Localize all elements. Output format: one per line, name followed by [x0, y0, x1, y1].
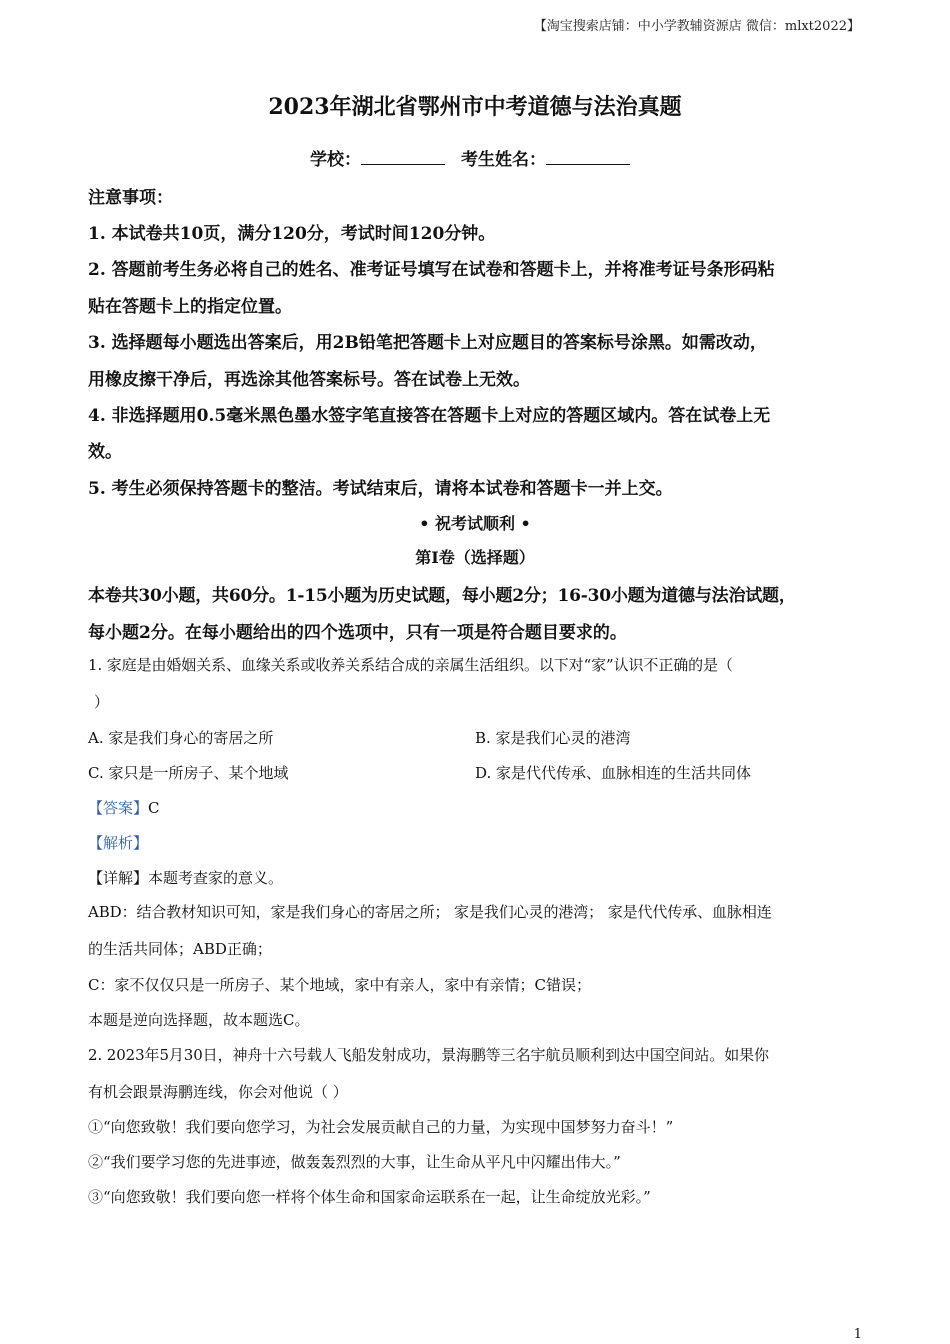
section-title: 第Ⅰ卷（选择题） [415, 548, 535, 567]
notice-heading: 注意事项： [88, 188, 173, 208]
school-name-line [0, 145, 950, 170]
q1-answer [88, 797, 160, 818]
q1-stem: 1. 家庭是由婚姻关系、血缘关系或收养关系结合成的亲属生活组织。以下对“家”认识不正确的是（ [88, 656, 733, 674]
q2-item: ③“向您致敬！我们要向您一样将个体生命和国家命运联系在一起，让生命绽放光彩。” [88, 1188, 651, 1206]
q2-item: ①“向您致敬！我们要向您学习，为社会发展贡献自己的力量，为实现中国梦努力奋斗！” [88, 1118, 674, 1136]
answer-label: 【答案】 [88, 799, 149, 817]
q2-stem: 2. 2023年5月30日，神舟十六号载人飞船发射成功，景海鹏等三名宇航员顺利到达中国空间站。如果你 [88, 1046, 769, 1064]
q1-detail [88, 867, 283, 888]
notice-item: 1. 本试卷共10页，满分120分，考试时间120分钟。 [88, 224, 496, 244]
name-label: 考生姓名： [460, 150, 546, 170]
page-number: 1 [853, 1327, 862, 1342]
q1-explain: 本题是逆向选择题，故本题选C。 [88, 1011, 310, 1029]
q1-option-d: D. 家是代代传承、血脉相连的生活共同体 [475, 764, 752, 782]
section-desc: 本卷共30小题，共60分。1-15小题为历史试题，每小题2分；16-30小题为道德与法治试题， [88, 586, 796, 606]
name-blank [546, 148, 630, 165]
q2-stem: 有机会跟景海鹏连线，你会对他说（ ） [88, 1083, 348, 1101]
page-title: 2023年湖北省鄂州市中考道德与法治真题 [268, 94, 682, 120]
q1-option-b: B. 家是我们心灵的港湾 [475, 729, 631, 747]
wish-text: • 祝考试顺利 • [419, 514, 531, 533]
q1-explain: 的生活共同体；ABD正确； [88, 940, 272, 958]
school-label: 学校： [310, 150, 362, 170]
q1-option-a: A. 家是我们身心的寄居之所 [88, 729, 274, 747]
notice-item: 效。 [88, 442, 122, 462]
detail-text: 本题考查家的意义。 [148, 869, 284, 887]
notice-item: 用橡皮擦干净后，再选涂其他答案标号。答在试卷上无效。 [88, 370, 530, 390]
notice-item: 5. 考生必须保持答题卡的整洁。考试结束后，请将本试卷和答题卡一并上交。 [88, 479, 673, 499]
q1-stem: ） [94, 693, 110, 711]
q1-explain: C：家不仅仅只是一所房子、某个地域，家中有亲人，家中有亲情；C错误； [88, 976, 591, 994]
answer-value: C [148, 799, 160, 817]
section-desc: 每小题2分。在每小题给出的四个选项中，只有一项是符合题目要求的。 [88, 623, 627, 643]
school-blank [361, 148, 445, 165]
notice-item: 4. 非选择题用0.5毫米黑色墨水签字笔直接答在答题卡上对应的答题区域内。答在试卷上无 [88, 406, 771, 426]
q2-item: ②“我们要学习您的先进事迹，做轰轰烈烈的大事，让生命从平凡中闪耀出伟大。” [88, 1153, 621, 1171]
q1-analysis-label: 【解析】 [88, 834, 149, 852]
notice-item: 贴在答题卡上的指定位置。 [88, 297, 292, 317]
q1-option-c: C. 家只是一所房子、某个地域 [88, 764, 289, 782]
header-note: 【淘宝搜索店铺：中小学教辅资源店 微信：mlxt2022】 [533, 19, 860, 34]
q1-explain: ABD：结合教材知识可知，家是我们身心的寄居之所； 家是我们心灵的港湾； 家是代代传承、血脉相连 [88, 903, 772, 921]
notice-item: 3. 选择题每小题选出答案后，用2B铅笔把答题卡上对应题目的答案标号涂黑。如需改动， [88, 333, 767, 353]
notice-item: 2. 答题前考生务必将自己的姓名、准考证号填写在试卷和答题卡上，并将准考证号条形码粘 [88, 260, 775, 280]
detail-label: 【详解】 [88, 869, 149, 887]
